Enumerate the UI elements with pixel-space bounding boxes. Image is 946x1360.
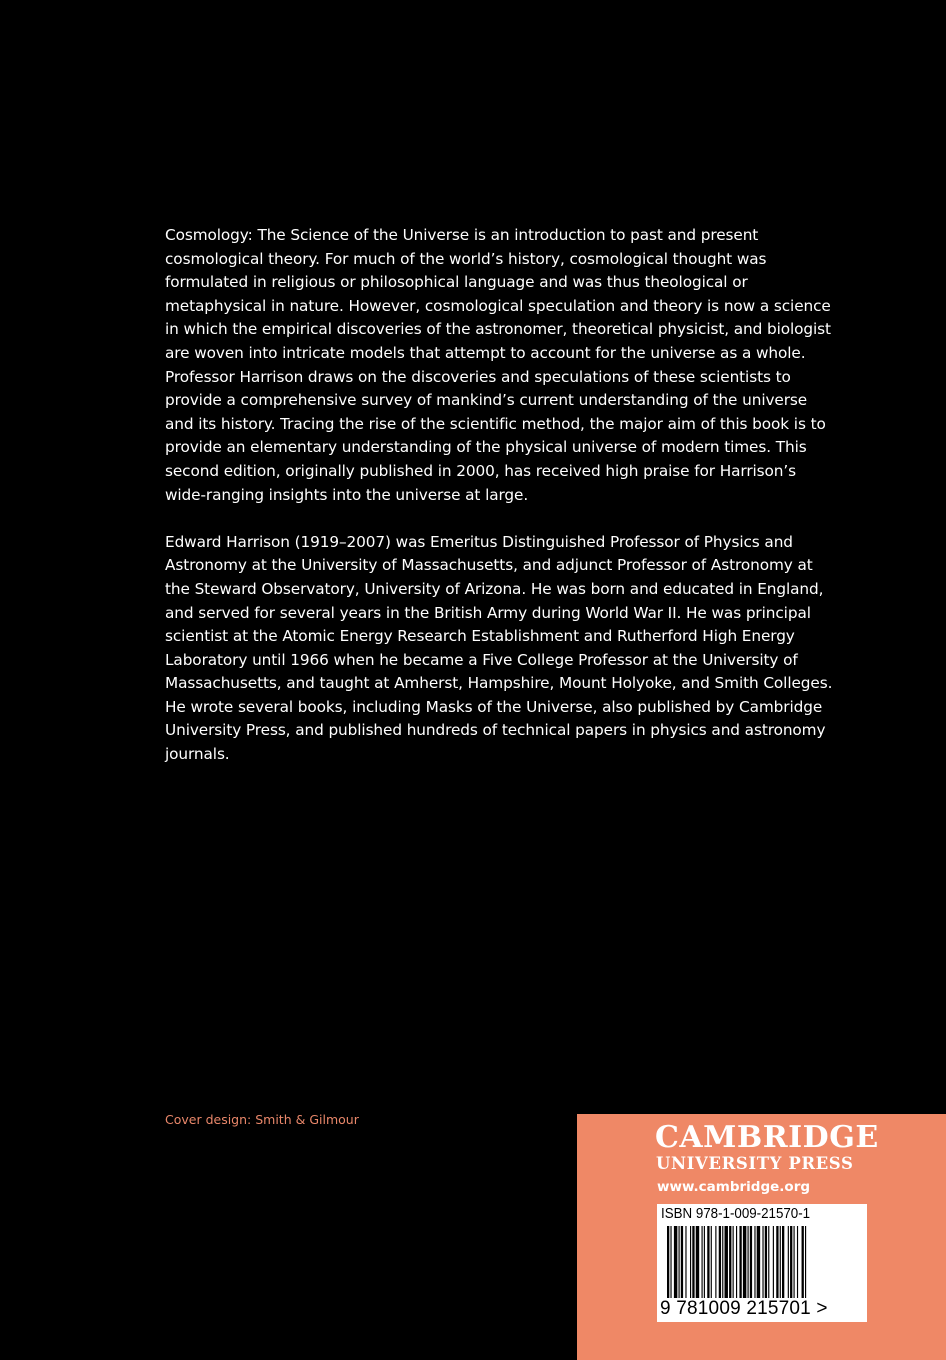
book-summary-paragraph: Cosmology: The Science of the Universe is an introduction to past and present cosmological theory. For much of the world’s history, cosmological thought was formulated in religious or philosophical language and was thus theological or metaphysical in nature. However, cosmological speculation and theory is now a science in which the empirical discoveries of the astronomer, theoretical physicist, and biologist are woven into intricate models that attempt to account for the universe as a whole. Professor Harrison draws on the discoveries and speculations of these scientists to provide a comprehensive survey of mankind’s current understanding of the universe and its history. Tracing the rise of the scientific method, the major aim of this book is to provide an elementary understanding of the physical universe of modern times. This second edition, originally published in 2000, has received high praise for Harrison’s wide-ranging insights into the universe at large. bbox=[165, 226, 831, 504]
publisher-url: www.cambridge.org bbox=[657, 1179, 811, 1195]
barcode-icon bbox=[665, 1226, 851, 1308]
back-cover-description bbox=[165, 224, 837, 790]
barcode-digits: 9 781009 215701 > bbox=[660, 1298, 828, 1319]
isbn-barcode-box bbox=[657, 1204, 867, 1322]
isbn-label: ISBN 978-1-009-21570-1 bbox=[661, 1206, 811, 1222]
publisher-subtitle: UNIVERSITY PRESS bbox=[656, 1154, 854, 1173]
publisher-name: CAMBRIDGE bbox=[655, 1120, 879, 1155]
publisher-panel bbox=[577, 1114, 946, 1360]
cover-design-credit: Cover design: Smith & Gilmour bbox=[165, 1112, 359, 1127]
author-bio-paragraph: Edward Harrison (1919–2007) was Emeritus Distinguished Professor of Physics and Astronomy at the University of Massachusetts, and adjunct Professor of Astronomy at the Steward Observatory, University of Arizona. He was born and educated in England, and served for several years in the British Army during World War II. He was principal scientist at the Atomic Energy Research Establishment and Rutherford High Energy Laboratory until 1966 when he became a Five College Professor at the University of Massachusetts, and taught at Amherst, Hampshire, Mount Holyoke, and Smith Colleges. He wrote several books, including Masks of the Universe, also published by Cambridge University Press, and published hundreds of technical papers in physics and astronomy journals. bbox=[165, 532, 833, 764]
